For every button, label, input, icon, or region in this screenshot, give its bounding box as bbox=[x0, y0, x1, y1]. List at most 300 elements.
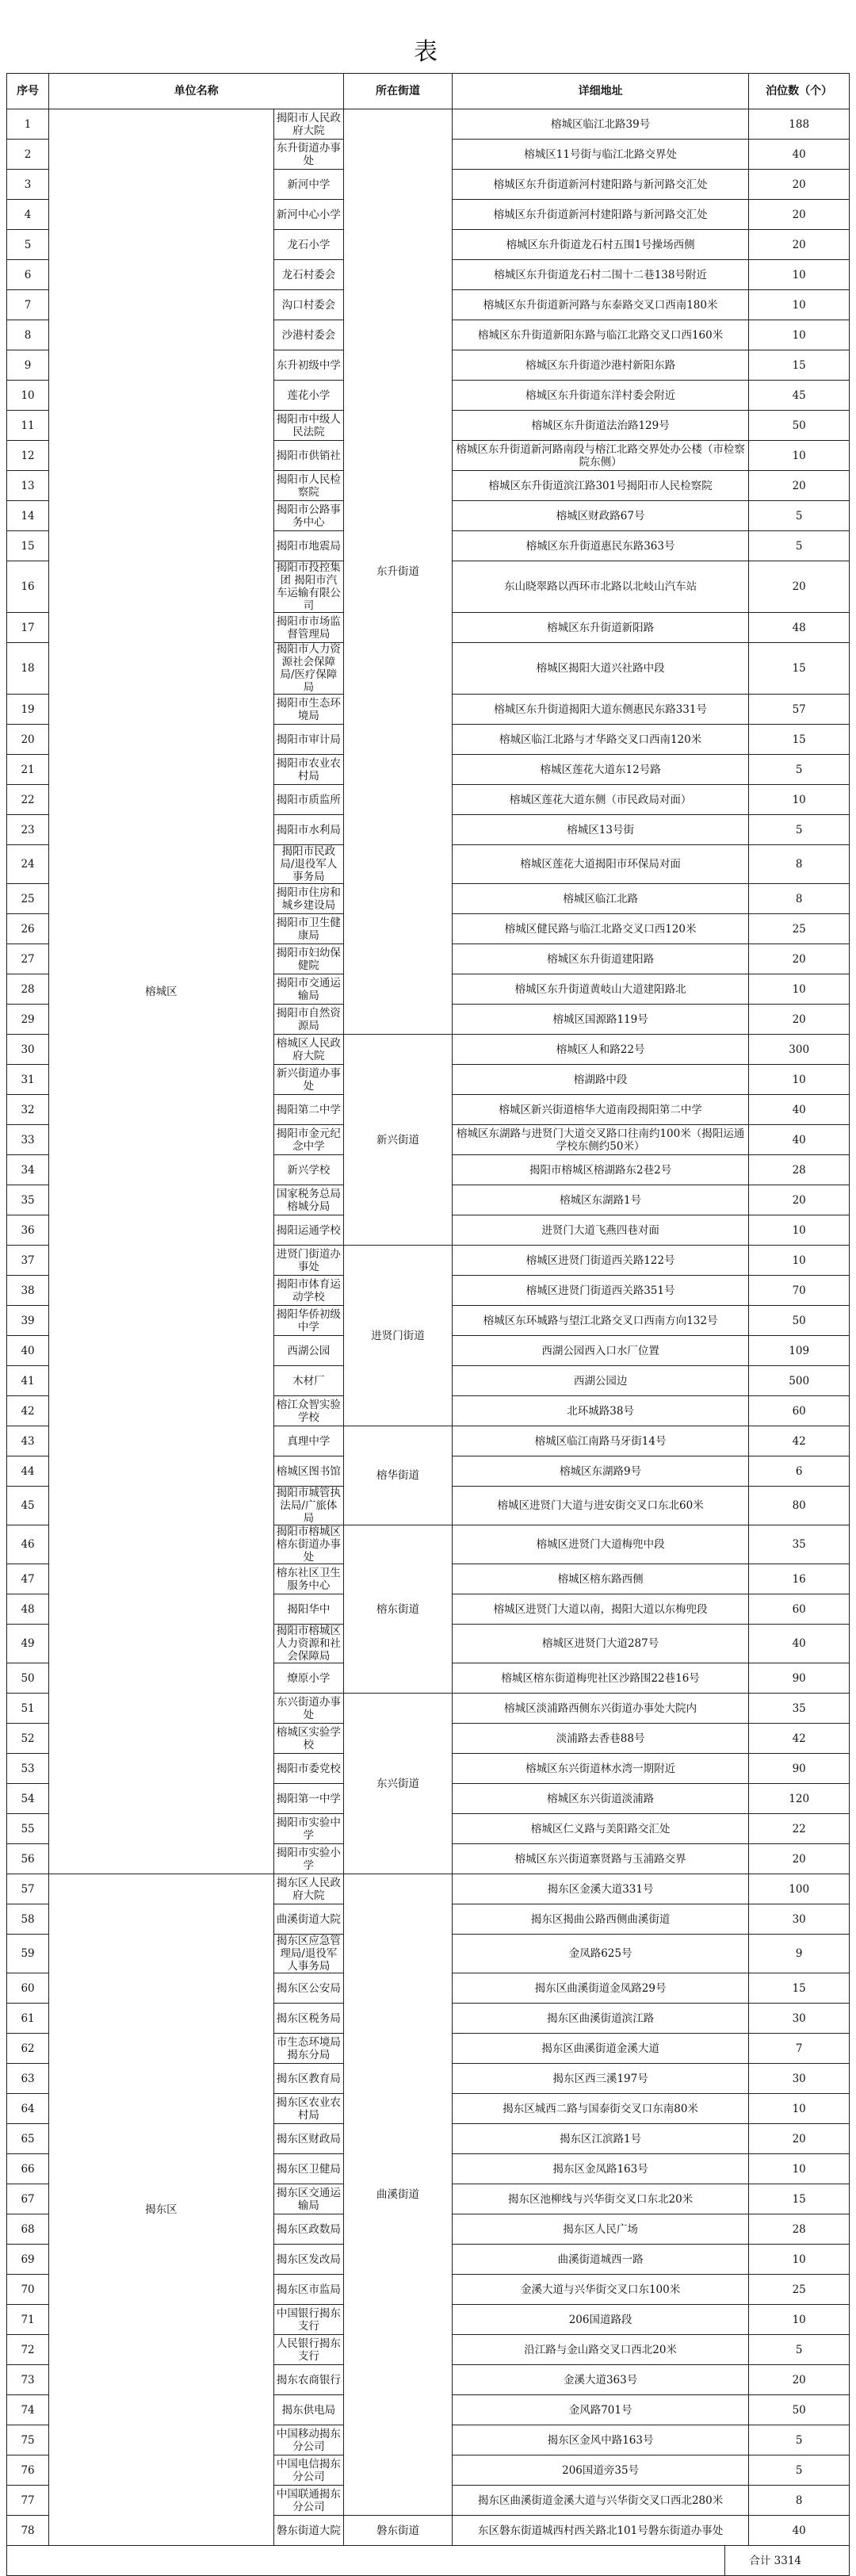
row-index: 7 bbox=[7, 290, 49, 320]
unit-name: 揭阳第二中学 bbox=[273, 1095, 344, 1125]
spaces-cell: 60 bbox=[749, 1396, 850, 1426]
spaces-cell: 20 bbox=[749, 2124, 850, 2154]
spaces-cell: 20 bbox=[749, 230, 850, 260]
spaces-cell: 48 bbox=[749, 613, 850, 643]
address-cell: 榕城区进贤门街道西关路122号 bbox=[452, 1246, 749, 1276]
spaces-cell: 15 bbox=[749, 2184, 850, 2214]
row-index: 58 bbox=[7, 1904, 49, 1935]
row-index: 77 bbox=[7, 2486, 49, 2516]
unit-name: 中国移动揭东分公司 bbox=[273, 2425, 344, 2455]
address-cell: 榕城区人和路22号 bbox=[452, 1035, 749, 1065]
spaces-cell: 10 bbox=[749, 1065, 850, 1095]
spaces-cell: 10 bbox=[749, 320, 850, 350]
parking-table bbox=[6, 73, 850, 2576]
unit-name: 揭东区税务局 bbox=[273, 2004, 344, 2034]
address-cell: 沿江路与金山路交叉口西北20米 bbox=[452, 2335, 749, 2365]
address-cell: 榕城区新兴街道榕华大道南段揭阳第二中学 bbox=[452, 1095, 749, 1125]
row-index: 27 bbox=[7, 944, 49, 974]
row-index: 57 bbox=[7, 1874, 49, 1904]
address-cell: 揭东区揭曲公路西侧曲溪街道 bbox=[452, 1904, 749, 1935]
unit-name: 揭阳市住房和城乡建设局 bbox=[273, 884, 344, 914]
row-index: 49 bbox=[7, 1625, 49, 1663]
address-cell: 榕城区东升街道新河村建阳路与新河路交汇处 bbox=[452, 170, 749, 200]
unit-name: 揭东区发改局 bbox=[273, 2245, 344, 2275]
spaces-cell: 25 bbox=[749, 914, 850, 944]
spaces-cell: 10 bbox=[749, 2245, 850, 2275]
spaces-cell: 35 bbox=[749, 1525, 850, 1564]
total-blank-a bbox=[7, 2546, 725, 2576]
unit-name: 曲溪街道大院 bbox=[273, 1904, 344, 1935]
unit-name: 揭东区财政局 bbox=[273, 2124, 344, 2154]
spaces-cell: 10 bbox=[749, 2305, 850, 2335]
address-cell: 榕城区东兴街道淡浦路 bbox=[452, 1784, 749, 1814]
unit-name: 揭东区交通运输局 bbox=[273, 2184, 344, 2214]
row-index: 61 bbox=[7, 2004, 49, 2034]
unit-name: 揭东供电局 bbox=[273, 2395, 344, 2425]
address-cell: 榕城区临江南路马牙街14号 bbox=[452, 1426, 749, 1456]
address-cell: 榕城区临江北路与才华路交叉口西南120米 bbox=[452, 725, 749, 755]
col-header-unit: 单位名称 bbox=[49, 74, 344, 109]
address-cell: 揭东区金凤路163号 bbox=[452, 2154, 749, 2184]
unit-name: 揭阳市卫生健康局 bbox=[273, 914, 344, 944]
address-cell: 榕城区13号街 bbox=[452, 815, 749, 845]
spaces-cell: 16 bbox=[749, 1564, 850, 1594]
row-index: 21 bbox=[7, 755, 49, 785]
address-cell: 榕城区进贤门大道287号 bbox=[452, 1625, 749, 1663]
row-index: 3 bbox=[7, 170, 49, 200]
spaces-cell: 50 bbox=[749, 411, 850, 441]
spaces-cell: 8 bbox=[749, 845, 850, 884]
spaces-cell: 9 bbox=[749, 1935, 850, 1973]
spaces-cell: 109 bbox=[749, 1336, 850, 1366]
row-index: 76 bbox=[7, 2455, 49, 2486]
unit-name: 中国银行揭东支行 bbox=[273, 2305, 344, 2335]
spaces-cell: 22 bbox=[749, 1814, 850, 1844]
address-cell: 榕城区东湖路9号 bbox=[452, 1456, 749, 1487]
spaces-cell: 30 bbox=[749, 2004, 850, 2034]
spaces-cell: 30 bbox=[749, 1904, 850, 1935]
spaces-cell: 20 bbox=[749, 200, 850, 230]
address-cell: 榕城区莲花大道东12号路 bbox=[452, 755, 749, 785]
row-index: 11 bbox=[7, 411, 49, 441]
address-cell: 东区磐东街道城西村西关路北101号磐东街道办事处 bbox=[452, 2516, 749, 2546]
row-index: 29 bbox=[7, 1005, 49, 1035]
address-cell: 榕城区东升街道惠民东路363号 bbox=[452, 531, 749, 561]
unit-name: 东升街道办事处 bbox=[273, 140, 344, 170]
address-cell: 揭东区曲溪街道金溪大道 bbox=[452, 2034, 749, 2064]
spaces-cell: 10 bbox=[749, 1215, 850, 1246]
address-cell: 榕城区东湖路1号 bbox=[452, 1185, 749, 1215]
row-index: 54 bbox=[7, 1784, 49, 1814]
row-index: 40 bbox=[7, 1336, 49, 1366]
address-cell: 榕城区东升街道建阳路 bbox=[452, 944, 749, 974]
unit-name: 榕江众智实验学校 bbox=[273, 1396, 344, 1426]
row-index: 6 bbox=[7, 260, 49, 290]
unit-name: 揭东区人民政府大院 bbox=[273, 1874, 344, 1904]
unit-name: 揭东区公安局 bbox=[273, 1973, 344, 2004]
col-header-address: 详细地址 bbox=[452, 74, 749, 109]
address-cell: 榕城区东升街道揭阳大道东侧惠民东路331号 bbox=[452, 695, 749, 725]
row-index: 43 bbox=[7, 1426, 49, 1456]
spaces-cell: 20 bbox=[749, 1185, 850, 1215]
unit-name: 揭阳市水利局 bbox=[273, 815, 344, 845]
row-index: 35 bbox=[7, 1185, 49, 1215]
unit-name: 新兴学校 bbox=[273, 1155, 344, 1185]
row-index: 39 bbox=[7, 1306, 49, 1336]
spaces-cell: 188 bbox=[749, 109, 850, 140]
spaces-cell: 5 bbox=[749, 815, 850, 845]
district-cell: 榕城区 bbox=[49, 109, 273, 1874]
unit-name: 莲花小学 bbox=[273, 381, 344, 411]
row-index: 74 bbox=[7, 2395, 49, 2425]
street-cell: 磐东街道 bbox=[344, 2516, 453, 2546]
unit-name: 揭阳华中 bbox=[273, 1594, 344, 1625]
address-cell: 榕城区进贤门大道梅兜中段 bbox=[452, 1525, 749, 1564]
spaces-cell: 5 bbox=[749, 531, 850, 561]
address-cell: 榕城区东升街道新阳路 bbox=[452, 613, 749, 643]
spaces-cell: 25 bbox=[749, 2275, 850, 2305]
row-index: 28 bbox=[7, 974, 49, 1005]
row-index: 22 bbox=[7, 785, 49, 815]
total-row bbox=[7, 2546, 850, 2576]
address-cell: 206国道路段 bbox=[452, 2305, 749, 2335]
address-cell: 榕城区仁义路与美阳路交汇处 bbox=[452, 1814, 749, 1844]
row-index: 32 bbox=[7, 1095, 49, 1125]
address-cell: 榕城区进贤门大道以南，揭阳大道以东梅兜段 bbox=[452, 1594, 749, 1625]
address-cell: 揭东区金风中路163号 bbox=[452, 2425, 749, 2455]
spaces-cell: 40 bbox=[749, 140, 850, 170]
spaces-cell: 90 bbox=[749, 1663, 850, 1694]
row-index: 59 bbox=[7, 1935, 49, 1973]
spaces-cell: 500 bbox=[749, 1366, 850, 1396]
row-index: 48 bbox=[7, 1594, 49, 1625]
row-index: 12 bbox=[7, 441, 49, 471]
spaces-cell: 300 bbox=[749, 1035, 850, 1065]
spaces-cell: 20 bbox=[749, 471, 850, 501]
spaces-cell: 40 bbox=[749, 1125, 850, 1155]
address-cell: 榕城区国源路119号 bbox=[452, 1005, 749, 1035]
row-index: 44 bbox=[7, 1456, 49, 1487]
spaces-cell: 15 bbox=[749, 1973, 850, 2004]
address-cell: 揭东区池柳线与兴华街交叉口东北20米 bbox=[452, 2184, 749, 2214]
spaces-cell: 10 bbox=[749, 1246, 850, 1276]
address-cell: 榕城区东升街道新河路南段与榕江北路交界处办公楼（市检察院东侧） bbox=[452, 441, 749, 471]
spaces-cell: 10 bbox=[749, 974, 850, 1005]
row-index: 31 bbox=[7, 1065, 49, 1095]
unit-name: 人民银行揭东支行 bbox=[273, 2335, 344, 2365]
unit-name: 揭东区教育局 bbox=[273, 2064, 344, 2094]
spaces-cell: 10 bbox=[749, 290, 850, 320]
unit-name: 新河中心小学 bbox=[273, 200, 344, 230]
row-index: 66 bbox=[7, 2154, 49, 2184]
row-index: 50 bbox=[7, 1663, 49, 1694]
row-index: 72 bbox=[7, 2335, 49, 2365]
row-index: 56 bbox=[7, 1844, 49, 1874]
spaces-cell: 42 bbox=[749, 1724, 850, 1754]
unit-name: 揭东区市监局 bbox=[273, 2275, 344, 2305]
street-cell: 新兴街道 bbox=[344, 1035, 453, 1246]
address-cell: 揭东区人民广场 bbox=[452, 2214, 749, 2245]
unit-name: 揭阳市市场监督管理局 bbox=[273, 613, 344, 643]
row-index: 10 bbox=[7, 381, 49, 411]
unit-name: 揭东农商银行 bbox=[273, 2365, 344, 2395]
unit-name: 国家税务总局榕城分局 bbox=[273, 1185, 344, 1215]
address-cell: 榕城区榕东路西侧 bbox=[452, 1564, 749, 1594]
unit-name: 真理中学 bbox=[273, 1426, 344, 1456]
row-index: 45 bbox=[7, 1487, 49, 1525]
table-row bbox=[7, 1874, 850, 1904]
row-index: 75 bbox=[7, 2425, 49, 2455]
row-index: 63 bbox=[7, 2064, 49, 2094]
row-index: 30 bbox=[7, 1035, 49, 1065]
unit-name: 揭阳市生态环境局 bbox=[273, 695, 344, 725]
unit-name: 揭阳市妇幼保健院 bbox=[273, 944, 344, 974]
row-index: 18 bbox=[7, 643, 49, 695]
address-cell: 榕城区进贤门街道西关路351号 bbox=[452, 1276, 749, 1306]
spaces-cell: 60 bbox=[749, 1594, 850, 1625]
street-cell: 东升街道 bbox=[344, 109, 453, 1035]
unit-name: 进贤门街道办事处 bbox=[273, 1246, 344, 1276]
unit-name: 揭阳市中级人民法院 bbox=[273, 411, 344, 441]
row-index: 55 bbox=[7, 1814, 49, 1844]
spaces-cell: 30 bbox=[749, 2064, 850, 2094]
unit-name: 燎原小学 bbox=[273, 1663, 344, 1694]
address-cell: 榕城区东兴街道林水湾一期附近 bbox=[452, 1754, 749, 1784]
row-index: 36 bbox=[7, 1215, 49, 1246]
address-cell: 榕城区进贤门大道与进安街交叉口东北60米 bbox=[452, 1487, 749, 1525]
spaces-cell: 10 bbox=[749, 2094, 850, 2124]
address-cell: 榕城区东升街道东洋村委会附近 bbox=[452, 381, 749, 411]
address-cell: 金风路701号 bbox=[452, 2395, 749, 2425]
unit-name: 揭东区应急管理局/退役军人事务局 bbox=[273, 1935, 344, 1973]
address-cell: 北环城路38号 bbox=[452, 1396, 749, 1426]
unit-name: 木材厂 bbox=[273, 1366, 344, 1396]
unit-name: 揭阳市实验小学 bbox=[273, 1844, 344, 1874]
street-cell: 榕东街道 bbox=[344, 1525, 453, 1694]
spaces-cell: 40 bbox=[749, 2516, 850, 2546]
row-index: 51 bbox=[7, 1694, 49, 1724]
unit-name: 东兴街道办事处 bbox=[273, 1694, 344, 1724]
address-cell: 揭东区曲溪街道滨江路 bbox=[452, 2004, 749, 2034]
spaces-cell: 42 bbox=[749, 1426, 850, 1456]
spaces-cell: 70 bbox=[749, 1276, 850, 1306]
spaces-cell: 57 bbox=[749, 695, 850, 725]
address-cell: 金凤路625号 bbox=[452, 1935, 749, 1973]
address-cell: 榕城区财政路67号 bbox=[452, 501, 749, 531]
spaces-cell: 40 bbox=[749, 1625, 850, 1663]
unit-name: 沙港村委会 bbox=[273, 320, 344, 350]
spaces-cell: 5 bbox=[749, 2335, 850, 2365]
unit-name: 揭阳市城管执法局/广旅体局 bbox=[273, 1487, 344, 1525]
district-cell: 揭东区 bbox=[49, 1874, 273, 2546]
address-cell: 榕城区临江北路39号 bbox=[452, 109, 749, 140]
address-cell: 榕城区11号街与临江北路交界处 bbox=[452, 140, 749, 170]
spaces-cell: 20 bbox=[749, 170, 850, 200]
address-cell: 揭东区曲溪街道金凤路29号 bbox=[452, 1973, 749, 2004]
unit-name: 新河中学 bbox=[273, 170, 344, 200]
row-index: 23 bbox=[7, 815, 49, 845]
unit-name: 磐东街道大院 bbox=[273, 2516, 344, 2546]
row-index: 64 bbox=[7, 2094, 49, 2124]
address-cell: 榕城区东升街道黄岐山大道建阳路北 bbox=[452, 974, 749, 1005]
unit-name: 揭阳市委党校 bbox=[273, 1754, 344, 1784]
address-cell: 揭东区西三溪197号 bbox=[452, 2064, 749, 2094]
unit-name: 东升初级中学 bbox=[273, 350, 344, 381]
address-cell: 揭东区城西二路与国泰街交叉口东南80米 bbox=[452, 2094, 749, 2124]
col-header-street: 所在街道 bbox=[344, 74, 453, 109]
unit-name: 揭东区卫健局 bbox=[273, 2154, 344, 2184]
spaces-cell: 5 bbox=[749, 2425, 850, 2455]
spaces-cell: 20 bbox=[749, 561, 850, 613]
row-index: 67 bbox=[7, 2184, 49, 2214]
street-cell: 进贤门街道 bbox=[344, 1246, 453, 1426]
spaces-cell: 15 bbox=[749, 643, 850, 695]
row-index: 60 bbox=[7, 1973, 49, 2004]
unit-name: 揭阳市供销社 bbox=[273, 441, 344, 471]
spaces-cell: 10 bbox=[749, 785, 850, 815]
unit-name: 揭东区政数局 bbox=[273, 2214, 344, 2245]
row-index: 68 bbox=[7, 2214, 49, 2245]
address-cell: 榕城区东升街道新阳东路与临江北路交叉口西160米 bbox=[452, 320, 749, 350]
total-cell: 合计 3314 bbox=[725, 2546, 850, 2576]
table-row bbox=[7, 109, 850, 140]
address-cell: 榕城区莲花大道东侧（市民政局对面） bbox=[452, 785, 749, 815]
unit-name: 市生态环境局揭东分局 bbox=[273, 2034, 344, 2064]
spaces-cell: 100 bbox=[749, 1874, 850, 1904]
address-cell: 榕城区健民路与临江北路交叉口西120米 bbox=[452, 914, 749, 944]
spaces-cell: 20 bbox=[749, 944, 850, 974]
row-index: 13 bbox=[7, 471, 49, 501]
row-index: 37 bbox=[7, 1246, 49, 1276]
unit-name: 中国联通揭东分公司 bbox=[273, 2486, 344, 2516]
unit-name: 揭阳市人民检察院 bbox=[273, 471, 344, 501]
address-cell: 榕湖路中段 bbox=[452, 1065, 749, 1095]
address-cell: 榕城区东升街道沙港村新阳东路 bbox=[452, 350, 749, 381]
unit-name: 榕城区实验学校 bbox=[273, 1724, 344, 1754]
row-index: 19 bbox=[7, 695, 49, 725]
row-index: 1 bbox=[7, 109, 49, 140]
row-index: 42 bbox=[7, 1396, 49, 1426]
table-header-row bbox=[7, 74, 850, 109]
unit-name: 揭阳市榕城区榕东街道办事处 bbox=[273, 1525, 344, 1564]
page-title: 表 bbox=[414, 38, 442, 66]
spaces-cell: 45 bbox=[749, 381, 850, 411]
spaces-cell: 15 bbox=[749, 350, 850, 381]
address-cell: 金溪大道与兴华街交叉口东100米 bbox=[452, 2275, 749, 2305]
row-index: 34 bbox=[7, 1155, 49, 1185]
spaces-cell: 120 bbox=[749, 1784, 850, 1814]
address-cell: 榕城区东升街道法治路129号 bbox=[452, 411, 749, 441]
spaces-cell: 8 bbox=[749, 884, 850, 914]
row-index: 71 bbox=[7, 2305, 49, 2335]
row-index: 38 bbox=[7, 1276, 49, 1306]
row-index: 2 bbox=[7, 140, 49, 170]
unit-name: 揭阳市人力资源社会保障局/医疗保障局 bbox=[273, 643, 344, 695]
address-cell: 榕城区揭阳大道兴社路中段 bbox=[452, 643, 749, 695]
row-index: 25 bbox=[7, 884, 49, 914]
row-index: 78 bbox=[7, 2516, 49, 2546]
spaces-cell: 50 bbox=[749, 2395, 850, 2425]
unit-name: 揭阳市公路事务中心 bbox=[273, 501, 344, 531]
spaces-cell: 90 bbox=[749, 1754, 850, 1784]
row-index: 33 bbox=[7, 1125, 49, 1155]
unit-name: 揭阳市实验中学 bbox=[273, 1814, 344, 1844]
row-index: 20 bbox=[7, 725, 49, 755]
unit-name: 龙石村委会 bbox=[273, 260, 344, 290]
spaces-cell: 5 bbox=[749, 755, 850, 785]
unit-name: 揭阳市金元纪念中学 bbox=[273, 1125, 344, 1155]
address-cell: 榕城区东兴街道寨贤路与玉浦路交界 bbox=[452, 1844, 749, 1874]
unit-name: 榕东社区卫生服务中心 bbox=[273, 1564, 344, 1594]
unit-name: 揭阳市民政局/退役军人事务局 bbox=[273, 845, 344, 884]
address-cell: 揭东区金溪大道331号 bbox=[452, 1874, 749, 1904]
row-index: 8 bbox=[7, 320, 49, 350]
address-cell: 榕城区东升街道新河村建阳路与新河路交汇处 bbox=[452, 200, 749, 230]
unit-name: 沟口村委会 bbox=[273, 290, 344, 320]
spaces-cell: 80 bbox=[749, 1487, 850, 1525]
spaces-cell: 6 bbox=[749, 1456, 850, 1487]
spaces-cell: 28 bbox=[749, 1155, 850, 1185]
row-index: 24 bbox=[7, 845, 49, 884]
address-cell: 揭东区江滨路1号 bbox=[452, 2124, 749, 2154]
row-index: 73 bbox=[7, 2365, 49, 2395]
col-header-index: 序号 bbox=[7, 74, 49, 109]
row-index: 14 bbox=[7, 501, 49, 531]
unit-name: 中国电信揭东分公司 bbox=[273, 2455, 344, 2486]
street-cell: 曲溪街道 bbox=[344, 1874, 453, 2516]
spaces-cell: 5 bbox=[749, 2455, 850, 2486]
street-cell: 东兴街道 bbox=[344, 1694, 453, 1874]
row-index: 46 bbox=[7, 1525, 49, 1564]
unit-name: 揭阳市投控集团 揭阳市汽车运输有限公司 bbox=[273, 561, 344, 613]
unit-name: 揭阳市审计局 bbox=[273, 725, 344, 755]
address-cell: 榕城区临江北路 bbox=[452, 884, 749, 914]
unit-name: 新兴街道办事处 bbox=[273, 1065, 344, 1095]
unit-name: 揭阳运通学校 bbox=[273, 1215, 344, 1246]
row-index: 4 bbox=[7, 200, 49, 230]
row-index: 52 bbox=[7, 1724, 49, 1754]
unit-name: 揭阳市交通运输局 bbox=[273, 974, 344, 1005]
col-header-spaces: 泊位数（个） bbox=[749, 74, 850, 109]
address-cell: 榕城区淡浦路西侧东兴街道办事处大院内 bbox=[452, 1694, 749, 1724]
spaces-cell: 20 bbox=[749, 1844, 850, 1874]
row-index: 62 bbox=[7, 2034, 49, 2064]
address-cell: 西湖公园西入口水厂位置 bbox=[452, 1336, 749, 1366]
address-cell: 西湖公园边 bbox=[452, 1366, 749, 1396]
spaces-cell: 28 bbox=[749, 2214, 850, 2245]
unit-name: 揭阳市人民政府大院 bbox=[273, 109, 344, 140]
address-cell: 榕城区东环城路与望江北路交叉口西南方向132号 bbox=[452, 1306, 749, 1336]
spaces-cell: 40 bbox=[749, 1095, 850, 1125]
row-index: 15 bbox=[7, 531, 49, 561]
unit-name: 揭阳市地震局 bbox=[273, 531, 344, 561]
spaces-cell: 15 bbox=[749, 725, 850, 755]
unit-name: 揭阳市榕城区人力资源和社会保障局 bbox=[273, 1625, 344, 1663]
address-cell: 曲溪街道城西一路 bbox=[452, 2245, 749, 2275]
unit-name: 揭阳市农业农村局 bbox=[273, 755, 344, 785]
spaces-cell: 10 bbox=[749, 2154, 850, 2184]
row-index: 65 bbox=[7, 2124, 49, 2154]
address-cell: 榕城区东湖路与进贤门大道交叉路口往南约100米（揭阳运通学校东侧约50米） bbox=[452, 1125, 749, 1155]
unit-name: 龙石小学 bbox=[273, 230, 344, 260]
address-cell: 淡浦路去香巷88号 bbox=[452, 1724, 749, 1754]
spaces-cell: 10 bbox=[749, 441, 850, 471]
unit-name: 榕城区人民政府大院 bbox=[273, 1035, 344, 1065]
address-cell: 进贤门大道飞燕四巷对面 bbox=[452, 1215, 749, 1246]
address-cell: 东山晓翠路以西环市北路以北岐山汽车站 bbox=[452, 561, 749, 613]
unit-name: 揭阳华侨初级中学 bbox=[273, 1306, 344, 1336]
unit-name: 揭阳市质监所 bbox=[273, 785, 344, 815]
